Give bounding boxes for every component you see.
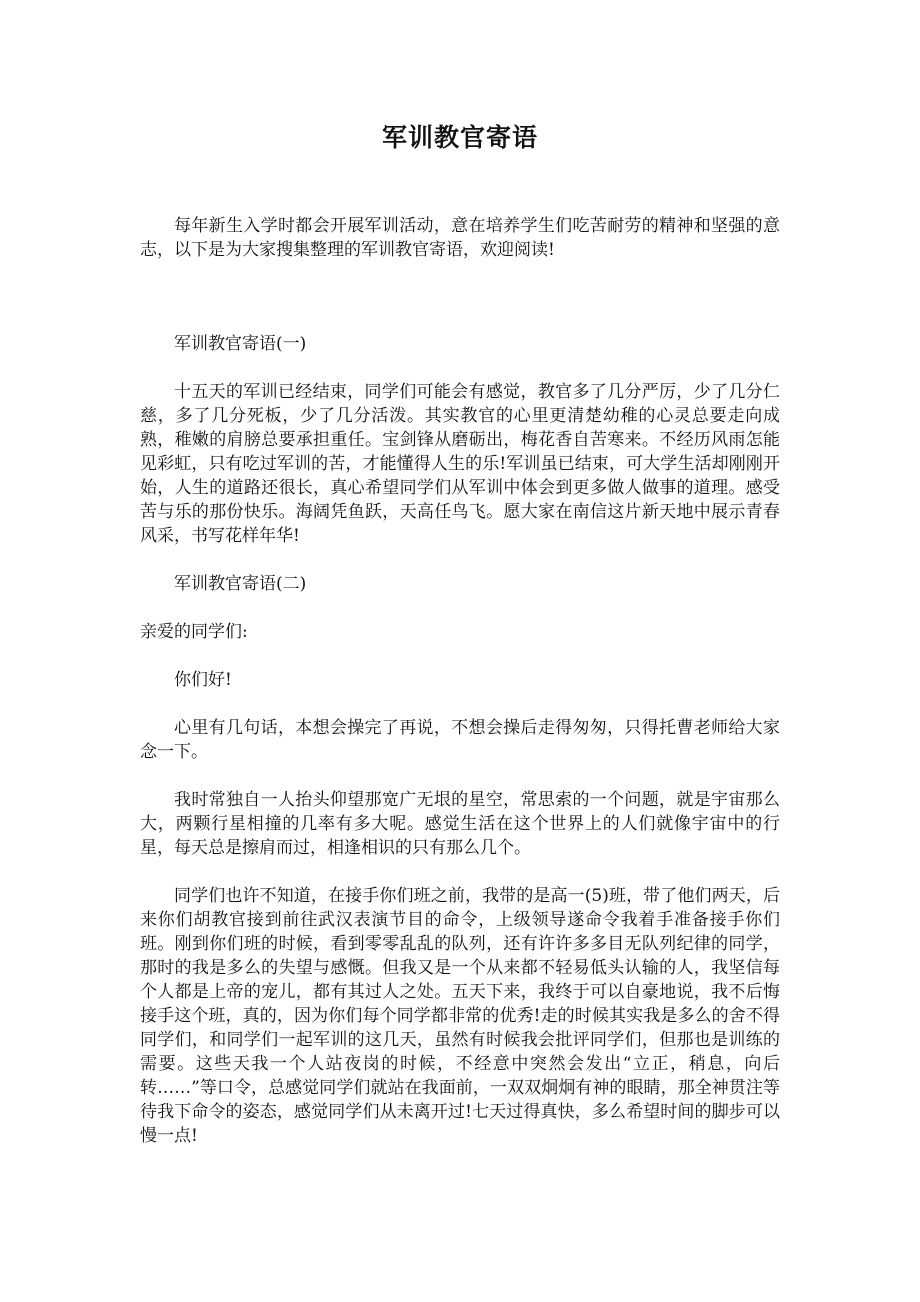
section-2-heading: 军训教官寄语(二) [174,574,307,594]
greeting: 你们好! [174,670,232,690]
section-1-heading: 军训教官寄语(一) [174,334,307,354]
page-title: 军训教官寄语 [381,123,538,152]
intro-paragraph: 每年新生入学时都会开展军训活动，意在培养学生们吃苦耐劳的精神和坚强的意志，以下是为大家搜集整理的军训教官寄语，欢迎阅读! [140,216,780,260]
section-1-body: 十五天的军训已经结束，同学们可能会有感觉，教官多了几分严厉，少了几分仁慈，多了几分死板，少了几分活泼。其实教官的心里更清楚幼稚的心灵总要走向成熟，稚嫩的肩膀总要承担重任。宝剑锋从磨砺出，梅花香自苦寒来。不经历风雨怎能见彩虹，只有吃过军训的苦，才能懂得人生的乐!军训虽已结束，可大学生活却刚刚开始，人生的道路还很长，真心希望同学们从军训中体会到更多做人做事的道理。感受苦与乐的那份快乐。海阔凭鱼跃，天高任鸟飞。愿大家在南信这片新天地中展示青春风采，书写花样年华! [140,382,780,546]
section-2-paragraph-3: 同学们也许不知道，在接手你们班之前，我带的是高一(5)班，带了他们两天，后来你们胡教官接到前往武汉表演节目的命令，上级领导遂命令我着手准备接手你们班。刚到你们班的时候，看到零零乱乱的队列，还有许许多多目无队列纪律的同学，那时的我是多么的失望与感慨。但我又是一个从来都不轻易低头认输的人，我坚信每个人都是上帝的宠儿，都有其过人之处。五天下来，我终于可以自豪地说，我不后悔接手这个班，真的，因为你们每个同学都非常的优秀!走的时候其实我是多么的舍不得同学们，和同学们一起军训的这几天，虽然有时候我会批评同学们，但那也是训练的需要。这些天我一个人站夜岗的时候，不经意中突然会发出“立正，稍息，向后转……”等口令，总感觉同学们就站在我面前，一双双炯炯有神的眼睛，那全神贯注等待我下命令的姿态，感觉同学们从未离开过!七天过得真快，多么希望时间的脚步可以慢一点! [140,886,780,1146]
section-2-paragraph-1: 心里有几句话，本想会操完了再说，不想会操后走得匆匆，只得托曹老师给大家念一下。 [140,718,780,762]
section-2-paragraph-2: 我时常独自一人抬头仰望那宽广无垠的星空，常思索的一个问题，就是宇宙那么大，两颗行星相撞的几率有多大呢。感觉生活在这个世界上的人们就像宇宙中的行星，每天总是擦肩而过，相逢相识的只有那么几个。 [140,790,780,858]
section-spacer [140,286,780,332]
salutation: 亲爱的同学们: [140,622,248,642]
